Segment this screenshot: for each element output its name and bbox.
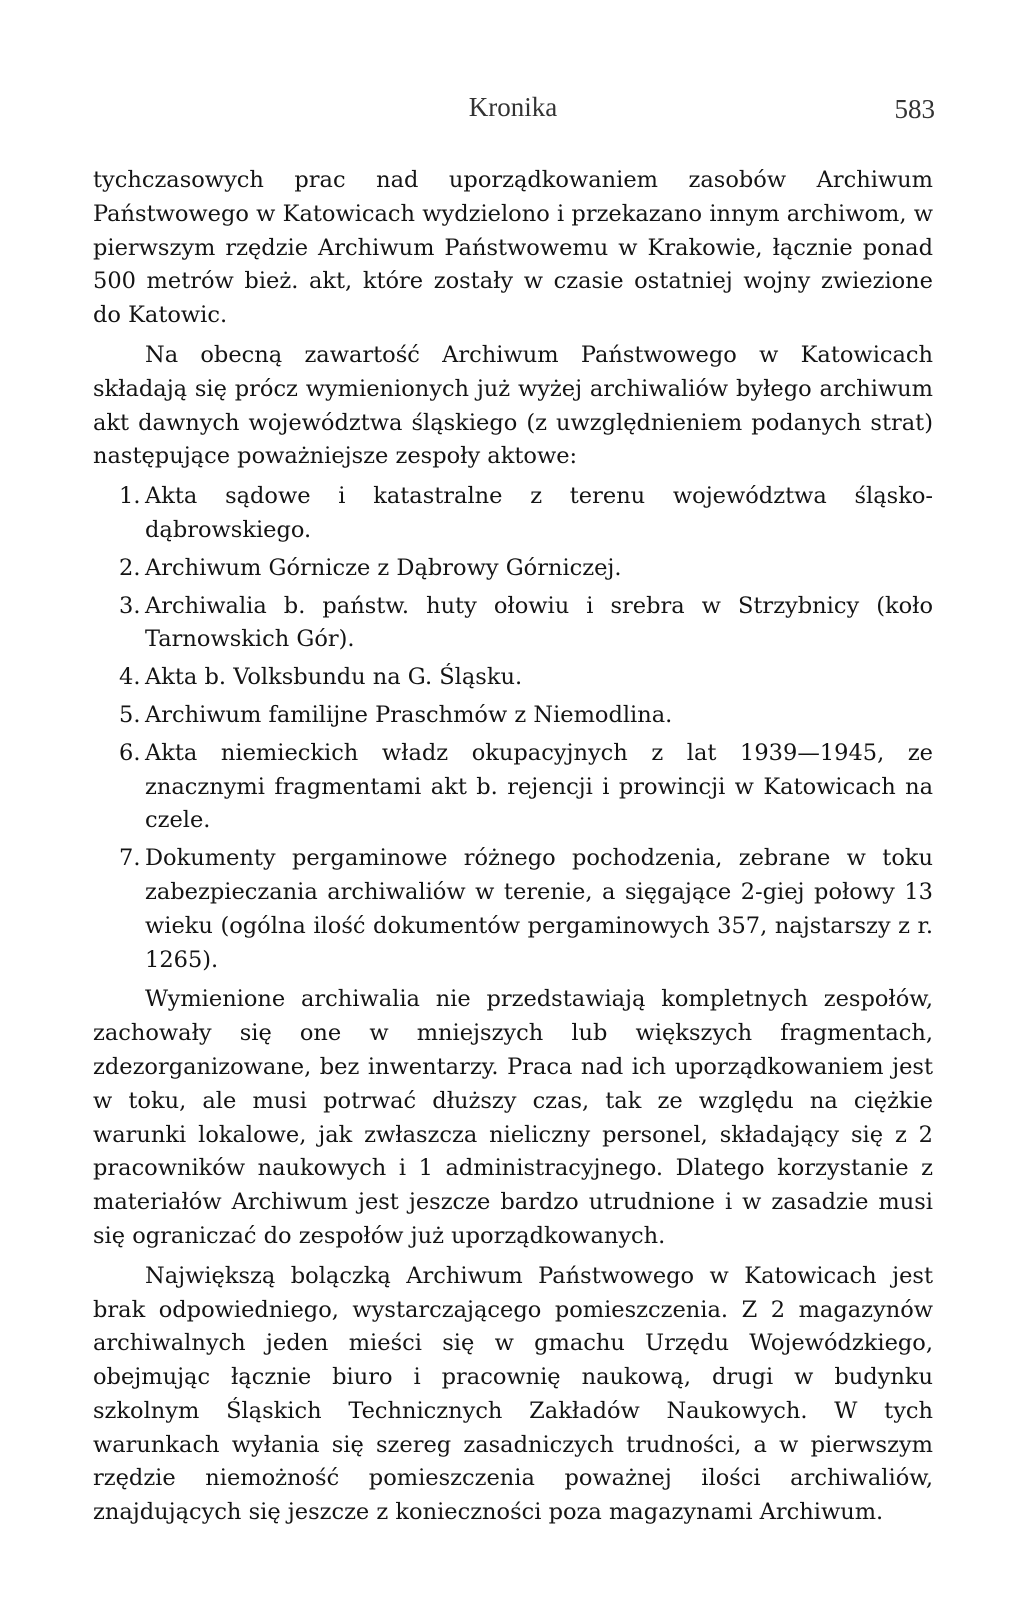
list-text: Archiwalia b. państw. huty ołowiu i srebra w Strzybnicy (koło Tarnowskich Gór). — [145, 592, 933, 653]
list-item — [93, 699, 933, 733]
list-item — [93, 842, 933, 977]
list-item — [93, 737, 933, 838]
paragraph-1: tychczasowych prac nad uporządkowaniem zasobów Archiwum Państwowego w Katowicach wydzielono i przekazano innym archiwom, w pierwszym rzędzie Archiwum Państwowemu w Krakowie, łącznie ponad 500 metrów bież. akt, które zostały w czasie ostatniej wojny zwiezione do Katowic. — [93, 167, 933, 329]
paragraph-3: Wymienione archiwalia nie przedstawiają kompletnych zespołów, zachowały się one w mniejszych lub większych fragmentach, zdezorganizowane, bez inwentarzy. Praca nad ich uporządkowaniem jest w toku, ale musi potrwać dłuższy czas, tak ze względu na ciężkie warunki lokalowe, jak zwłaszcza nieliczny personel, składający się z 2 pracowników naukowych i 1 administracyjnego. Dlatego korzystanie z materiałów Archiwum jest jeszcze bardzo utrudnione i w zasadzie musi się ograniczać do zespołów już uporządkowanych. — [93, 986, 933, 1249]
document-page — [93, 88, 933, 1536]
list-number: 3. — [119, 592, 141, 619]
running-head: Kronika — [468, 92, 558, 122]
page-header — [93, 88, 933, 128]
paragraph-4: Największą bolączką Archiwum Państwowego w Katowicach jest brak odpowiedniego, wystarczającego pomieszczenia. Z 2 magazynów archiwalnych jeden mieści się w gmachu Urzędu Wojewódzkiego, obejmując łącznie biuro i pracownię naukową, drugi w budynku szkolnym Śląskich Technicznych Zakładów Naukowych. W tych warunkach wyłania się szereg zasadniczych trudności, a w pierwszym rzędzie niemożność pomieszczenia poważnej ilości archiwaliów, znajdujących się jeszcze z konieczności poza magazynami Archiwum. — [93, 1262, 933, 1526]
list-number: 5. — [119, 701, 141, 728]
list-number: 6. — [119, 739, 141, 766]
list-item — [93, 552, 933, 586]
list-text: Akta b. Volksbundu na G. Śląsku. — [145, 664, 523, 691]
list-number: 4. — [119, 664, 141, 691]
body-text — [93, 164, 933, 1530]
paragraph-2: Na obecną zawartość Archiwum Państwowego w Katowicach składają się prócz wymienionych już wyżej archiwaliów byłego archiwum akt dawnych województwa śląskiego (z uwzględnieniem podanych strat) następujące poważniejsze zespoły aktowe: — [93, 341, 933, 470]
list-text: Archiwum Górnicze z Dąbrowy Górniczej. — [145, 554, 622, 581]
list-text: Archiwum familijne Praschmów z Niemodlina. — [145, 701, 673, 728]
list-number: 7. — [119, 845, 141, 872]
list-text: Dokumenty pergaminowe różnego pochodzenia, zebrane w toku zabezpieczania archiwaliów w terenie, a sięgające 2-giej połowy 13 wieku (ogólna ilość dokumentów pergaminowych 357, najstarszy z r. 1265). — [145, 845, 933, 973]
list-item — [93, 590, 933, 658]
list-text: Akta sądowe i katastralne z terenu województwa śląsko-dąbrowskiego. — [145, 483, 933, 543]
list-number: 2. — [119, 554, 141, 581]
list-item — [93, 661, 933, 695]
list-text: Akta niemieckich władz okupacyjnych z lat 1939—1945, ze znacznymi fragmentami akt b. rejencji i prowincji w Katowicach na czele. — [145, 739, 933, 834]
collections-list — [93, 480, 933, 977]
list-item — [93, 480, 933, 548]
list-number: 1. — [119, 483, 141, 510]
page-number: 583 — [894, 94, 935, 124]
